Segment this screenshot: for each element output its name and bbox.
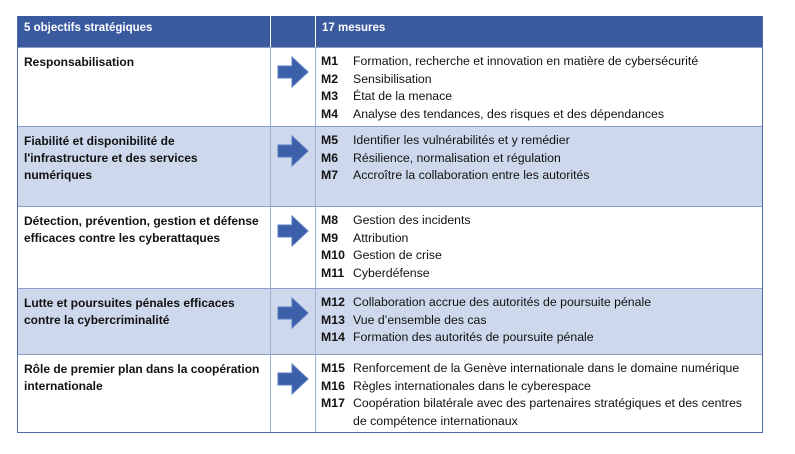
measure-code: M17 [321, 396, 345, 410]
measure-text: Collaboration accrue des autorités de poursuite pénale [353, 295, 652, 309]
measure-text: Cyberdéfense [353, 265, 430, 280]
measure-code: M2 [321, 71, 339, 86]
measure-text: État de la menace [353, 89, 453, 103]
measures-list [321, 294, 757, 347]
measure-code: M14 [321, 330, 345, 344]
measure-text: Vue d’ensemble des cas [353, 312, 487, 327]
measure-text: Identifier les vulnérabilités et y remédier [353, 133, 570, 147]
list-item [321, 106, 757, 124]
measure-code: M7 [321, 168, 339, 182]
list-item [321, 150, 757, 168]
table-row [18, 126, 762, 206]
list-item [321, 312, 757, 330]
arrow-cell [270, 355, 316, 432]
header-objectives: 5 objectifs stratégiques [24, 22, 153, 34]
table-row [18, 47, 762, 126]
table-row [18, 288, 762, 354]
measure-code: M5 [321, 133, 339, 147]
measure-text: Règles internationales dans le cyberespace [353, 378, 591, 393]
measure-code: M15 [321, 361, 345, 375]
list-item [321, 71, 757, 89]
list-item [321, 378, 757, 396]
list-item [321, 132, 757, 150]
measures-list [321, 212, 757, 282]
list-item [321, 395, 757, 430]
measure-code: M9 [321, 230, 339, 245]
objective-label: Lutte et poursuites pénales efficaces contre la cybercriminalité [24, 296, 235, 327]
right-arrow-icon [277, 135, 309, 167]
measure-code: M13 [321, 312, 345, 327]
table-row [18, 206, 762, 288]
list-item [321, 265, 757, 283]
measure-code: M4 [321, 106, 339, 121]
measure-code: M10 [321, 248, 345, 262]
list-item [321, 212, 757, 230]
measure-code: M8 [321, 213, 339, 227]
measure-code: M6 [321, 150, 339, 165]
table-header [18, 16, 762, 47]
measure-text: Formation des autorités de poursuite pénale [353, 330, 594, 344]
measure-code: M1 [321, 54, 339, 68]
right-arrow-icon [277, 56, 309, 88]
objective-label: Responsabilisation [24, 55, 135, 69]
arrow-cell [270, 207, 316, 288]
list-item [321, 230, 757, 248]
measure-text: Renforcement de la Genève internationale dans le domaine numérique [353, 361, 740, 375]
measure-text: Formation, recherche et innovation en matière de cybersécurité [353, 54, 699, 68]
arrow-cell [270, 289, 316, 354]
table-row [18, 354, 762, 432]
measure-code: M16 [321, 378, 345, 393]
measure-text: Analyse des tendances, des risques et des dépendances [353, 106, 665, 121]
list-item [321, 360, 757, 378]
header-measures: 17 mesures [322, 22, 386, 34]
right-arrow-icon [277, 297, 309, 329]
objective-label: Détection, prévention, gestion et défense efficaces contre les cyberattaques [24, 214, 259, 245]
measure-code: M11 [321, 265, 345, 280]
measure-code: M3 [321, 89, 339, 103]
list-item [321, 88, 757, 106]
measure-code: M12 [321, 295, 345, 309]
measure-text: Sensibilisation [353, 71, 432, 86]
measure-text: Coopération bilatérale avec des partenaires stratégiques et des centres de compétence internationaux [353, 396, 742, 428]
list-item [321, 329, 757, 347]
objective-label: Fiabilité et disponibilité de l'infrastructure et des services numériques [24, 134, 198, 182]
measure-text: Accroître la collaboration entre les autorités [353, 168, 590, 182]
arrow-cell [270, 48, 316, 126]
list-item [321, 53, 757, 71]
measure-text: Gestion de crise [353, 248, 442, 262]
objective-label: Rôle de premier plan dans la coopération internationale [24, 362, 260, 393]
measure-text: Gestion des incidents [353, 213, 471, 227]
arrow-cell [270, 127, 316, 206]
list-item [321, 247, 757, 265]
right-arrow-icon [277, 215, 309, 247]
list-item [321, 167, 757, 185]
measure-text: Résilience, normalisation et régulation [353, 150, 561, 165]
list-item [321, 294, 757, 312]
strategy-table [17, 16, 763, 433]
right-arrow-icon [277, 363, 309, 395]
measure-text: Attribution [353, 230, 409, 245]
measures-list [321, 53, 757, 123]
header-arrow-column [270, 16, 316, 47]
measures-list [321, 360, 757, 430]
measures-list [321, 132, 757, 185]
